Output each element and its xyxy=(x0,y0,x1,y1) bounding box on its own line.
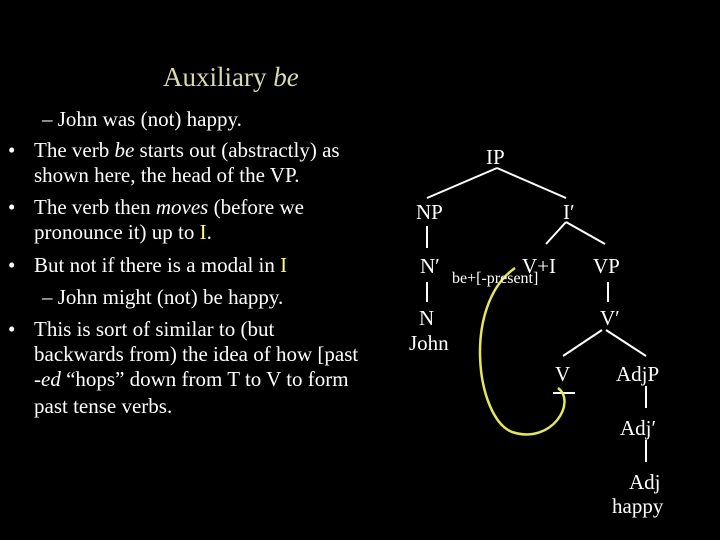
node-vbar: V′ xyxy=(600,306,620,330)
node-ip: IP xyxy=(486,145,505,169)
node-nbar: N′ xyxy=(420,254,440,278)
edge-vbar-v xyxy=(563,330,602,356)
node-adj: Adj xyxy=(629,470,661,494)
node-adjbar: Adj′ xyxy=(620,416,657,440)
edge-ip-np xyxy=(427,168,497,198)
node-ibar: I′ xyxy=(563,200,575,224)
edge-vbar-adjp xyxy=(606,330,646,356)
node-john: John xyxy=(409,331,449,355)
bullet-verb-be-cont: shown here, the head of the VP. xyxy=(34,163,300,187)
bullet-similar-cont3: past tense verbs. xyxy=(34,394,173,418)
node-happy: happy xyxy=(612,494,664,518)
bullet-verb-be: The verb be starts out (abstractly) as xyxy=(34,138,340,162)
edge-ibar-vi xyxy=(546,222,566,244)
node-adjp: AdjP xyxy=(616,362,660,386)
node-n: N xyxy=(419,306,435,330)
movement-arrow xyxy=(480,268,564,434)
bullet-marker: • xyxy=(8,195,16,219)
bullet-similar-cont2: -ed “hops” down from T to V to form xyxy=(34,367,349,391)
edge-ibar-vp xyxy=(566,222,605,244)
node-v-plus-i: V+I xyxy=(522,254,557,278)
bullet-modal: But not if there is a modal in I xyxy=(34,253,288,277)
node-v: V xyxy=(555,362,571,386)
sub-bullet-john-might: – John might (not) be happy. xyxy=(42,285,284,309)
edge-ip-ibar xyxy=(497,168,566,198)
slide-title: Auxiliary be xyxy=(163,62,299,92)
bullet-moves-cont: pronounce it) up to I. xyxy=(34,220,212,244)
bullet-marker: • xyxy=(8,317,16,341)
bullet-marker: • xyxy=(8,253,16,277)
node-vp: VP xyxy=(593,254,620,278)
bullet-similar-cont: backwards from) the idea of how [past xyxy=(34,342,359,366)
bullet-similar: This is sort of similar to (but xyxy=(34,317,275,341)
bullet-marker: • xyxy=(8,138,16,162)
node-np: NP xyxy=(416,200,443,224)
sub-bullet-john-was: – John was (not) happy. xyxy=(42,107,242,131)
node-be-present: be+[-present] xyxy=(452,270,539,287)
bullet-moves: The verb then moves (before we xyxy=(34,195,304,219)
